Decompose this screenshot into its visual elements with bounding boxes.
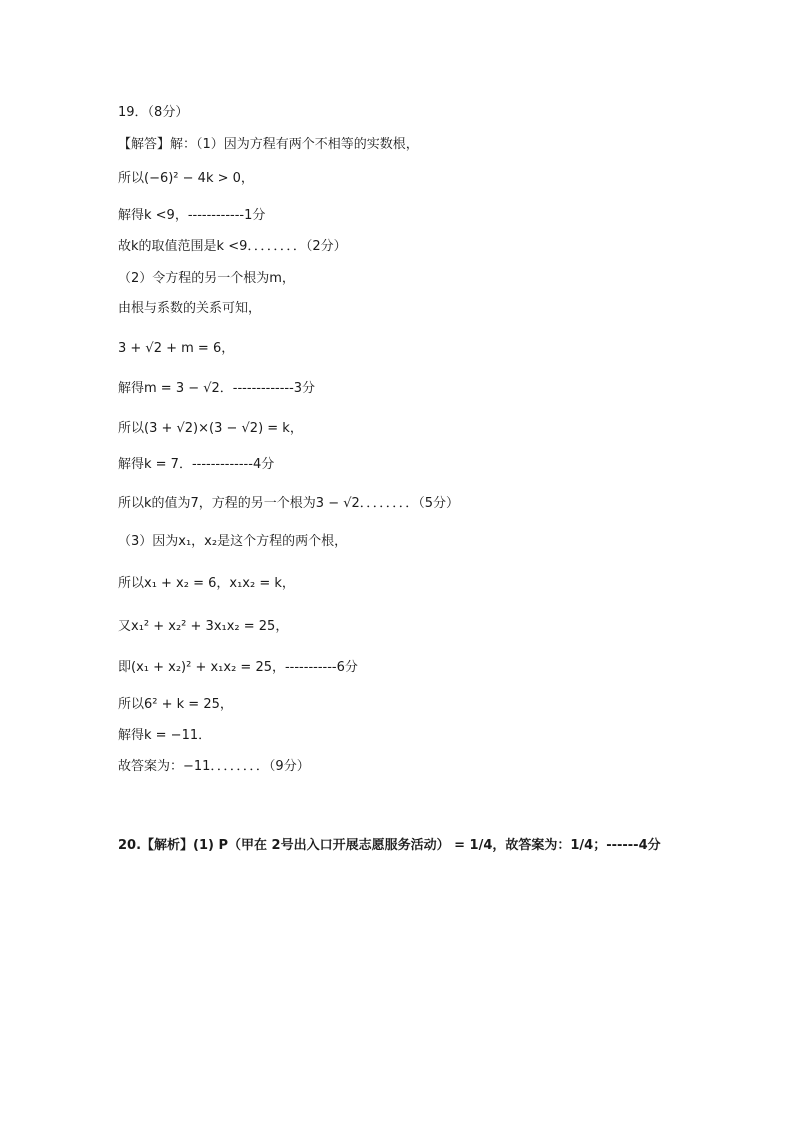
solution-line-2: 所以(−6)² − 4k > 0， <box>118 171 254 186</box>
solution-line-15: 即(x₁ + x₂)² + x₁x₂ = 25，-----------6分 <box>118 660 358 675</box>
solution-line-5: （2）令方程的另一个根为m， <box>118 271 295 286</box>
solution-line-7: 3 + √2 + m = 6， <box>118 341 235 356</box>
problem-19-header: 19．（8分） <box>118 105 189 120</box>
solution-line-9: 所以(3 + √2)×(3 − √2) = k， <box>118 421 303 436</box>
solution-line-13: 所以x₁ + x₂ = 6，x₁x₂ = k， <box>118 576 295 591</box>
solution-line-12: （3）因为x₁，x₂是这个方程的两个根， <box>118 534 348 549</box>
solution-line-6: 由根与系数的关系可知， <box>118 301 262 316</box>
problem-20-line: 20.【解析】(1) P（甲在 2号出入口开展志愿服务活动） = 1/4，故答案为：1/4；------4分 <box>118 838 661 853</box>
solution-line-4: 故k的取值范围是k <9．．．．．．．．（2分） <box>118 239 347 254</box>
solution-line-3: 解得k <9，------------1分 <box>118 208 266 223</box>
solution-line-8: 解得m = 3 − √2．-------------3分 <box>118 381 316 396</box>
solution-line-11: 所以k的值为7，方程的另一个根为3 − √2．．．．．．．．（5分） <box>118 496 460 511</box>
solution-line-16: 所以6² + k = 25， <box>118 697 233 712</box>
solution-line-18: 故答案为：−11．．．．．．．．（9分） <box>118 759 310 774</box>
solution-line-1: 【解答】解：（1）因为方程有两个不相等的实数根， <box>118 137 419 152</box>
solution-line-10: 解得k = 7．-------------4分 <box>118 457 275 472</box>
solution-line-17: 解得k = −11． <box>118 728 212 743</box>
solution-line-14: 又x₁² + x₂² + 3x₁x₂ = 25， <box>118 619 289 634</box>
